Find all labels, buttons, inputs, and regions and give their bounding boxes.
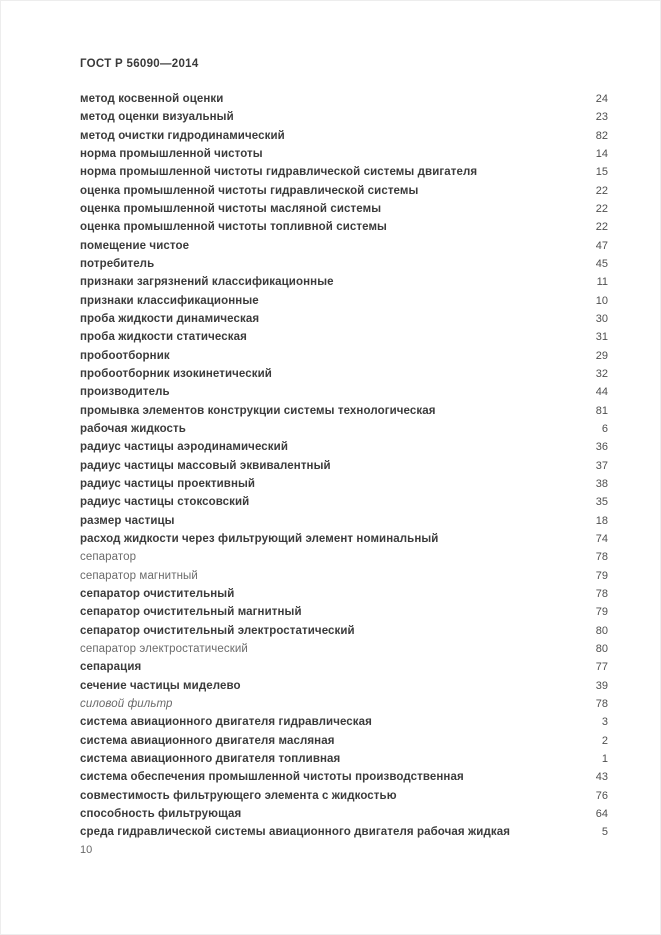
index-page-number: 29 [595, 349, 608, 362]
index-page-number: 79 [595, 569, 608, 582]
index-term: сепаратор [80, 551, 137, 564]
index-entry-row [80, 530, 608, 548]
index-page-number: 47 [595, 239, 608, 252]
index-entry-row [80, 567, 608, 585]
index-page-number: 39 [595, 679, 608, 692]
index-term: проба жидкости динамическая [80, 313, 260, 326]
index-term: размер частицы [80, 514, 175, 527]
index-entry-row [80, 200, 608, 218]
index-page-number: 78 [595, 588, 608, 601]
index-term: оценка промышленной чистоты гидравлической системы [80, 184, 419, 197]
index-term: расход жидкости через фильтрующий элемент номинальный [80, 533, 439, 546]
index-page-number: 81 [595, 404, 608, 417]
index-term: сепаратор очистительный магнитный [80, 606, 302, 619]
index-entry-row [80, 218, 608, 236]
index-entry-row [80, 695, 608, 713]
index-term: сепарация [80, 661, 142, 674]
index-term: проба жидкости статическая [80, 331, 247, 344]
index-page-number: 30 [595, 313, 608, 326]
index-entry-row [80, 347, 608, 365]
index-entry-row [80, 127, 608, 145]
index-entry-row [80, 383, 608, 401]
index-entry-row [80, 823, 608, 841]
index-entry-row [80, 163, 608, 181]
index-page-number: 64 [595, 807, 608, 820]
index-page-number: 23 [595, 111, 608, 124]
index-entry-row [80, 145, 608, 163]
index-page-number: 6 [601, 423, 608, 436]
index-page-number: 5 [601, 826, 608, 839]
index-term: система авиационного двигателя гидравлическая [80, 716, 372, 729]
index-term: радиус частицы проективный [80, 478, 256, 491]
index-entry-row [80, 90, 608, 108]
index-page-number: 78 [595, 697, 608, 710]
index-page-number: 24 [595, 93, 608, 106]
index-entry-row [80, 292, 608, 310]
index-page-number: 1 [601, 752, 608, 765]
index-entry-row [80, 640, 608, 658]
index-page-number: 10 [595, 294, 608, 307]
index-page-number: 3 [601, 716, 608, 729]
index-term: метод косвенной оценки [80, 93, 224, 106]
index-entry-row [80, 805, 608, 823]
index-term: пробоотборник [80, 349, 170, 362]
index-page-number: 80 [595, 643, 608, 655]
index-entry-row [80, 255, 608, 273]
index-term: сепаратор электростатический [80, 643, 248, 655]
index-term: промывка элементов конструкции системы технологическая [80, 404, 436, 417]
index-term: пробоотборник изокинетический [80, 368, 272, 381]
index-page-number: 18 [595, 514, 608, 527]
index-page-number: 76 [595, 789, 608, 802]
index-term: норма промышленной чистоты гидравлической системы двигателя [80, 166, 478, 179]
index-page-number: 2 [601, 734, 608, 747]
index-page-number: 79 [595, 606, 608, 619]
index-entry-row [80, 786, 608, 804]
index-entry-row [80, 512, 608, 530]
index-entry-row [80, 108, 608, 126]
index-term: радиус частицы аэродинамический [80, 441, 288, 454]
index-entry-row [80, 273, 608, 291]
index-term: совместимость фильтрующего элемента с жидкостью [80, 789, 397, 802]
index-entry-row [80, 310, 608, 328]
index-term: сепаратор магнитный [80, 569, 198, 582]
index-page-number: 77 [595, 661, 608, 674]
index-entry-row [80, 677, 608, 695]
index-term: радиус частицы массовый эквивалентный [80, 459, 331, 472]
index-page-number: 74 [595, 533, 608, 546]
index-page-number: 31 [595, 331, 608, 344]
index-entry-row [80, 658, 608, 676]
index-term: признаки классификационные [80, 294, 259, 307]
index-page-number: 14 [595, 148, 608, 161]
index-term: метод оценки визуальный [80, 111, 234, 124]
index-term: способность фильтрующая [80, 807, 242, 820]
index-entry-row [80, 438, 608, 456]
index-page-number: 80 [595, 624, 608, 637]
index-term: оценка промышленной чистоты масляной системы [80, 203, 382, 216]
index-term: среда гидравлической системы авиационного двигателя рабочая жидкая [80, 826, 511, 839]
page-footer-number: 10 [80, 844, 93, 856]
index-term: сепаратор очистительный [80, 588, 235, 601]
index-entry-row [80, 603, 608, 621]
index-entry-row [80, 768, 608, 786]
index-page-number: 43 [595, 771, 608, 784]
index-term: метод очистки гидродинамический [80, 129, 285, 142]
index-term: сечение частицы миделево [80, 679, 241, 692]
index-term: потребитель [80, 258, 155, 271]
index-page-number: 45 [595, 258, 608, 271]
index-page-number: 22 [595, 221, 608, 234]
index-term: радиус частицы стоксовский [80, 496, 250, 509]
index-entry-row [80, 713, 608, 731]
index-entry-row [80, 457, 608, 475]
index-term: система обеспечения промышленной чистоты производственная [80, 771, 464, 784]
index-entry-row [80, 420, 608, 438]
document-header-title: ГОСТ Р 56090—2014 [80, 58, 199, 70]
index-page-number: 22 [595, 203, 608, 216]
index-term: производитель [80, 386, 170, 399]
index-entry-row [80, 328, 608, 346]
index-entry-row [80, 475, 608, 493]
index-term: система авиационного двигателя масляная [80, 734, 335, 747]
index-entry-row [80, 237, 608, 255]
index-entry-row [80, 182, 608, 200]
index-page-number: 44 [595, 386, 608, 399]
index-entry-row [80, 402, 608, 420]
index-page-number: 35 [595, 496, 608, 509]
index-page-number: 38 [595, 478, 608, 491]
index-page-number: 82 [595, 129, 608, 142]
index-term: помещение чистое [80, 239, 190, 252]
index-page-number: 15 [595, 166, 608, 179]
index-list [80, 90, 608, 841]
index-page-number: 36 [595, 441, 608, 454]
index-entry-row [80, 731, 608, 749]
index-entry-row [80, 622, 608, 640]
index-entry-row [80, 548, 608, 566]
index-entry-row [80, 750, 608, 768]
index-term: рабочая жидкость [80, 423, 186, 436]
index-page-number: 11 [596, 276, 608, 289]
index-page-number: 37 [595, 459, 608, 472]
index-entry-row [80, 493, 608, 511]
index-term: признаки загрязнений классификационные [80, 276, 334, 289]
index-term: норма промышленной чистоты [80, 148, 263, 161]
index-entry-row [80, 365, 608, 383]
index-page-number: 22 [595, 184, 608, 197]
index-entry-row [80, 585, 608, 603]
index-term: система авиационного двигателя топливная [80, 752, 341, 765]
index-term: оценка промышленной чистоты топливной системы [80, 221, 387, 234]
index-page-number: 32 [595, 368, 608, 381]
index-term: силовой фильтр [80, 697, 173, 710]
index-page-number: 78 [595, 551, 608, 564]
index-term: сепаратор очистительный электростатический [80, 624, 355, 637]
